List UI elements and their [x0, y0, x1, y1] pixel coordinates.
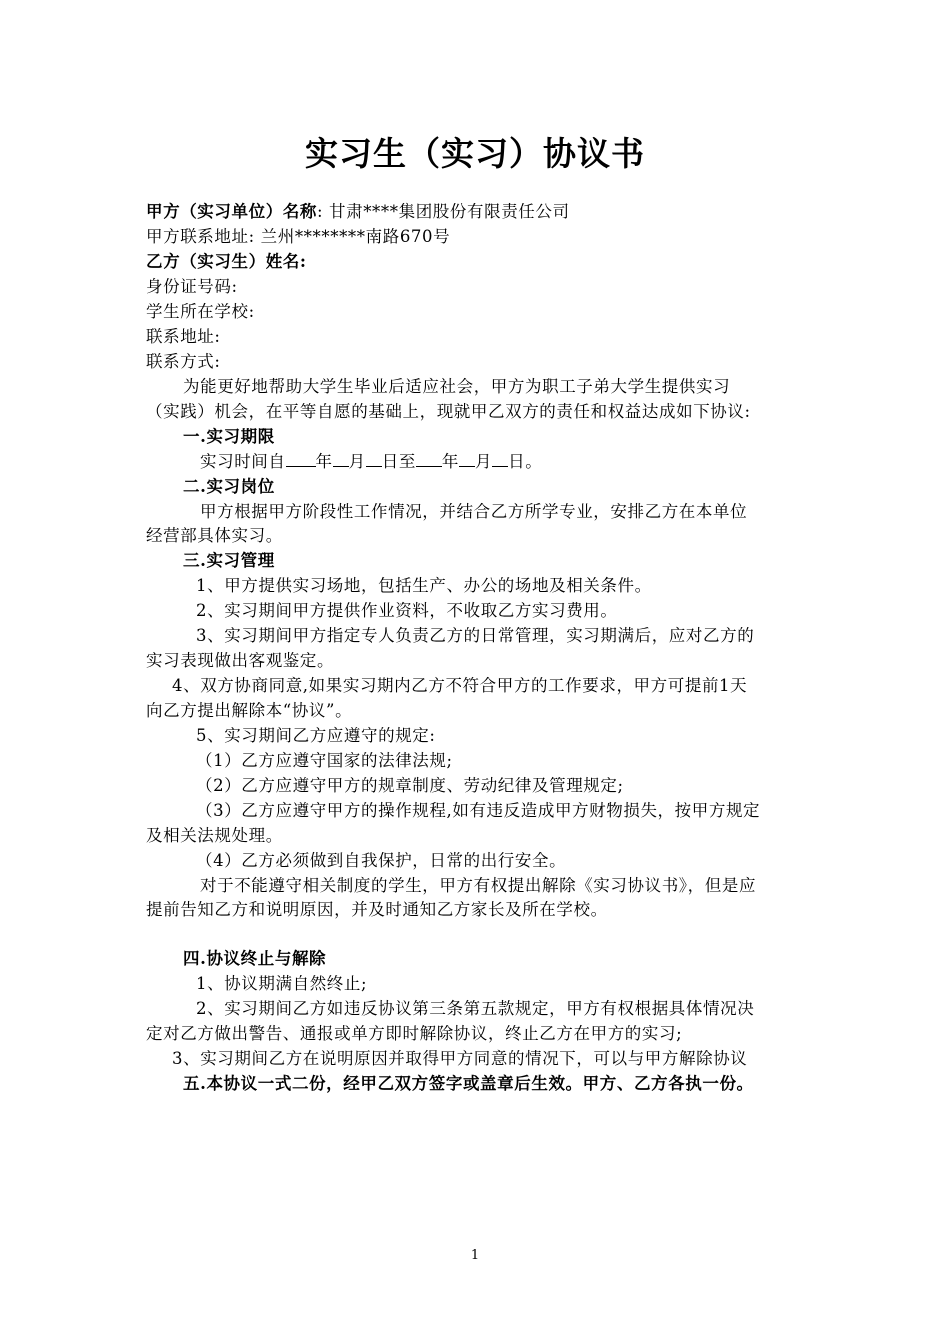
section-3-item-3-line-2: 实习表现做出客观鉴定。 — [146, 651, 335, 670]
blank-end-day — [492, 450, 508, 467]
section-5-statement: 五.本协议一式二份，经甲乙双方签字或盖章后生效。甲方、乙方各执一份。 — [183, 1074, 754, 1093]
section-3-item-5: 5、实习期间乙方应遵守的规定: — [196, 726, 436, 745]
party-a-name — [146, 200, 811, 224]
section-4-item-2-line-2: 定对乙方做出警告、通报或单方即时解除协议，终止乙方在甲方的实习; — [146, 1024, 683, 1043]
section-3-note-line-1: 对于不能遵守相关制度的学生，甲方有权提出解除《实习协议书》，但是应 — [200, 876, 757, 895]
party-a-address — [146, 225, 811, 249]
section-2-line-2: 经营部具体实习。 — [146, 526, 283, 545]
internship-period: 实习时间自 年 月 日至 年 月 日。 — [200, 452, 543, 471]
party-a-name-label: 甲方（实习单位）名称 — [146, 202, 317, 221]
blank-start-year — [286, 450, 316, 467]
section-3-item-2: 2、实习期间甲方提供作业资料，不收取乙方实习费用。 — [196, 601, 618, 620]
rule-4: （4）乙方必须做到自我保护，日常的出行安全。 — [196, 851, 567, 870]
intro-line-1: 为能更好地帮助大学生毕业后适应社会，甲方为职工子弟大学生提供实习 — [183, 377, 731, 396]
party-a-name-value: : 甘肃****集团股份有限责任公司 — [317, 202, 570, 221]
party-b-contact-label: 联系方式: — [146, 352, 221, 371]
party-b-address-label: 联系地址: — [146, 327, 221, 346]
page-number: 1 — [470, 1248, 480, 1263]
section-4-item-2-line-1: 2、实习期间乙方如违反协议第三条第五款规定，甲方有权根据具体情况决 — [196, 999, 755, 1018]
section-3-item-4-line-1: 4、双方协商同意,如果实习期内乙方不符合甲方的工作要求，甲方可提前1天 — [172, 676, 748, 695]
section-3-item-4-line-2: 向乙方提出解除本“协议”。 — [146, 701, 353, 720]
party-b-school-label: 学生所在学校: — [146, 302, 255, 321]
section-4-item-3: 3、实习期间乙方在说明原因并取得甲方同意的情况下，可以与甲方解除协议 — [172, 1049, 748, 1068]
party-b-id-label: 身份证号码: — [146, 277, 238, 296]
blank-end-year — [416, 450, 442, 467]
blank-end-month — [459, 450, 475, 467]
party-b-name-label: 乙方（实习生）姓名: — [146, 252, 307, 271]
rule-1: （1）乙方应遵守国家的法律法规; — [196, 751, 453, 770]
section-2-line-1: 甲方根据甲方阶段性工作情况，并结合乙方所学专业，安排乙方在本单位 — [200, 502, 748, 521]
rule-2: （2）乙方应遵守甲方的规章制度、劳动纪律及管理规定; — [196, 776, 624, 795]
party-a-address-value: : 兰州********南路670号 — [248, 227, 451, 246]
section-3-heading: 三.实习管理 — [183, 551, 275, 570]
section-3-item-3-line-1: 3、实习期间甲方指定专人负责乙方的日常管理，实习期满后，应对乙方的 — [196, 626, 755, 645]
party-a-address-label: 甲方联系地址 — [146, 227, 249, 246]
section-4-heading: 四.协议终止与解除 — [183, 949, 327, 968]
blank-start-day — [366, 450, 382, 467]
section-3-note-line-2: 提前告知乙方和说明原因，并及时通知乙方家长及所在学校。 — [146, 900, 608, 919]
section-2-heading: 二.实习岗位 — [183, 477, 275, 496]
document-title: 实习生（实习）协议书 — [305, 134, 645, 173]
section-3-item-1: 1、甲方提供实习场地，包括生产、办公的场地及相关条件。 — [196, 576, 652, 595]
rule-3-line-2: 及相关法规处理。 — [146, 826, 283, 845]
rule-3-line-1: （3）乙方应遵守甲方的操作规程,如有违反造成甲方财物损失，按甲方规定 — [196, 801, 761, 820]
section-1-heading: 一.实习期限 — [183, 427, 275, 446]
section-4-item-1: 1、协议期满自然终止; — [196, 974, 368, 993]
intro-line-2: （实践）机会，在平等自愿的基础上，现就甲乙双方的责任和权益达成如下协议: — [146, 402, 751, 421]
blank-start-month — [333, 450, 349, 467]
